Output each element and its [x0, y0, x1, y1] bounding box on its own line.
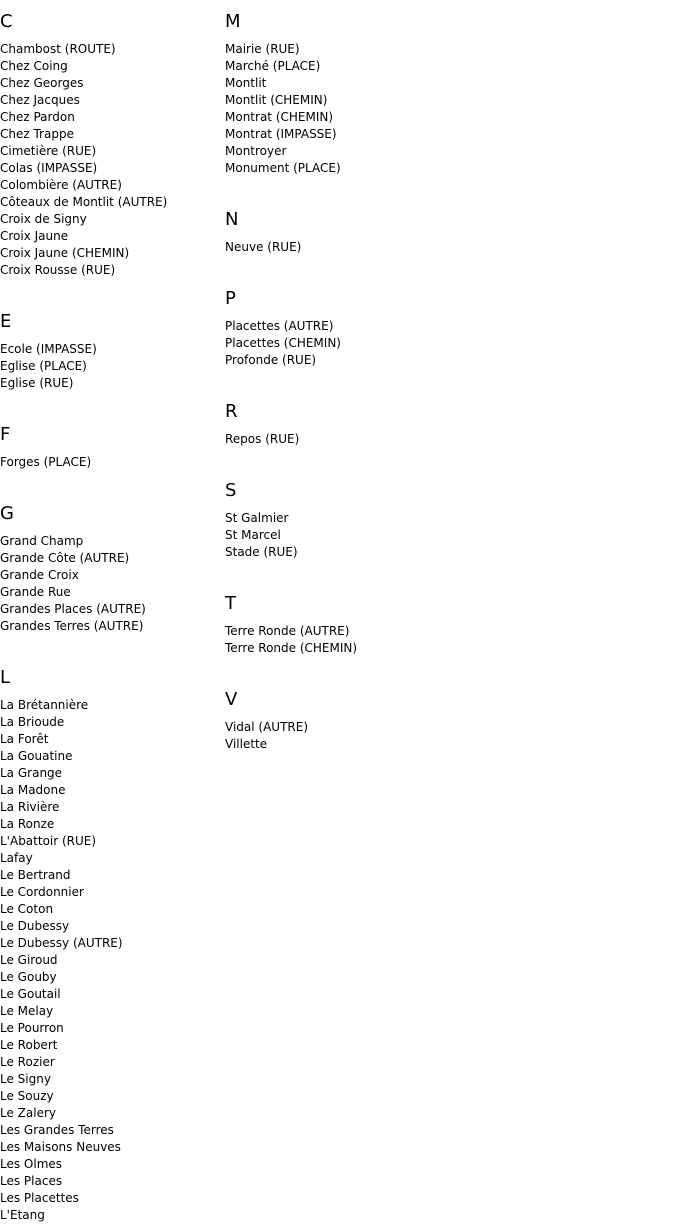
- street-link-grand-champ[interactable]: Grand Champ: [0, 534, 84, 548]
- street-link-la-ronze[interactable]: La Ronze: [0, 817, 55, 831]
- street-link-grande-cote-autre[interactable]: Grande Côte (AUTRE): [0, 551, 130, 565]
- street-link-marche-place[interactable]: Marché (PLACE): [225, 59, 321, 73]
- street-link-la-foret[interactable]: La Forêt: [0, 732, 49, 746]
- list-item: [225, 75, 665, 92]
- section-letter-g: G: [0, 503, 14, 524]
- list-item: [0, 918, 220, 935]
- list-item: [0, 901, 220, 918]
- list-item: [0, 211, 220, 228]
- street-link-les-maisons-neuves[interactable]: Les Maisons Neuves: [0, 1140, 121, 1154]
- list-item: [0, 986, 220, 1003]
- list-item: [0, 228, 220, 245]
- list-item: [0, 58, 220, 75]
- list-item: [0, 782, 220, 799]
- section-e: [0, 311, 220, 413]
- street-link-chez-trappe[interactable]: Chez Trappe: [0, 127, 74, 141]
- list-item: [0, 765, 220, 782]
- list-item: [225, 431, 665, 448]
- street-link-grandes-places-autre[interactable]: Grandes Places (AUTRE): [0, 602, 146, 616]
- street-link-croix-jaune[interactable]: Croix Jaune: [0, 229, 69, 243]
- list-item: [0, 194, 220, 211]
- street-link-montrat-chemin[interactable]: Montrat (CHEMIN): [225, 110, 334, 124]
- street-link-grande-croix[interactable]: Grande Croix: [0, 568, 79, 582]
- list-item: [0, 358, 220, 375]
- list-item: [225, 318, 665, 335]
- list-item: [0, 1003, 220, 1020]
- street-link-les-placettes[interactable]: Les Placettes: [0, 1191, 79, 1205]
- list-item: [0, 584, 220, 601]
- street-link-montlit[interactable]: Montlit: [225, 76, 267, 90]
- street-link-le-dubessy-autre[interactable]: Le Dubessy (AUTRE): [0, 936, 123, 950]
- street-link-eglise-place[interactable]: Eglise (PLACE): [0, 359, 87, 373]
- section-spacer: [225, 657, 665, 678]
- list-item: [0, 533, 220, 550]
- street-link-placettes-chemin[interactable]: Placettes (CHEMIN): [225, 336, 341, 350]
- street-link-l-abattoir-rue[interactable]: L'Abattoir (RUE): [0, 834, 97, 848]
- street-link-chez-coing[interactable]: Chez Coing: [0, 59, 68, 73]
- list-item: [0, 867, 220, 884]
- street-link-les-olmes[interactable]: Les Olmes: [0, 1157, 63, 1171]
- street-link-le-coton[interactable]: Le Coton: [0, 902, 54, 916]
- list-item: [225, 41, 665, 58]
- section-letter-s: S: [225, 480, 237, 501]
- list-item: [225, 126, 665, 143]
- section-f: [0, 424, 220, 492]
- street-link-croix-de-signy[interactable]: Croix de Signy: [0, 212, 87, 226]
- section-letter-m: M: [225, 11, 241, 32]
- list-item: [0, 245, 220, 262]
- list-item: [0, 969, 220, 986]
- list-item: [0, 177, 220, 194]
- section-spacer: [0, 635, 220, 656]
- section-letter-l: L: [0, 667, 11, 688]
- street-link-croix-jaune-chemin[interactable]: Croix Jaune (CHEMIN): [0, 246, 130, 260]
- street-link-le-melay[interactable]: Le Melay: [0, 1004, 54, 1018]
- street-list-t: [225, 623, 665, 657]
- street-link-profonde-rue[interactable]: Profonde (RUE): [225, 353, 317, 367]
- list-item: [0, 160, 220, 177]
- list-item: [0, 143, 220, 160]
- street-list-e: [0, 341, 220, 392]
- street-list-f: [0, 454, 220, 471]
- list-item: [225, 640, 665, 657]
- street-link-le-rozier[interactable]: Le Rozier: [0, 1055, 55, 1069]
- street-list-p: [225, 318, 665, 369]
- street-link-la-madone[interactable]: La Madone: [0, 783, 66, 797]
- list-item: [0, 41, 220, 58]
- street-link-placettes-autre[interactable]: Placettes (AUTRE): [225, 319, 334, 333]
- street-link-grandes-terres-autre[interactable]: Grandes Terres (AUTRE): [0, 619, 144, 633]
- street-link-villette[interactable]: Villette: [225, 737, 268, 751]
- street-link-chez-pardon[interactable]: Chez Pardon: [0, 110, 75, 124]
- list-item: [0, 341, 220, 358]
- street-link-monument-place[interactable]: Monument (PLACE): [225, 161, 341, 175]
- list-item: [225, 352, 665, 369]
- street-link-le-cordonnier[interactable]: Le Cordonnier: [0, 885, 84, 899]
- street-list-l: [0, 697, 220, 1224]
- list-item: [225, 109, 665, 126]
- list-item: [0, 1071, 220, 1088]
- street-link-la-riviere[interactable]: La Rivière: [0, 800, 60, 814]
- street-link-eglise-rue[interactable]: Eglise (RUE): [0, 376, 74, 390]
- street-link-neuve-rue[interactable]: Neuve (RUE): [225, 240, 302, 254]
- list-item: [0, 1156, 220, 1173]
- street-link-montlit-chemin[interactable]: Montlit (CHEMIN): [225, 93, 328, 107]
- section-g: [0, 503, 220, 656]
- list-item: [0, 92, 220, 109]
- section-v: [225, 689, 665, 753]
- list-item: [225, 623, 665, 640]
- street-link-st-marcel[interactable]: St Marcel: [225, 528, 281, 542]
- list-item: [225, 335, 665, 352]
- section-letter-t: T: [225, 593, 236, 614]
- section-letter-e: E: [0, 311, 12, 332]
- list-item: [0, 567, 220, 584]
- section-r: [225, 401, 665, 469]
- street-link-repos-rue[interactable]: Repos (RUE): [225, 432, 300, 446]
- street-link-vidal-autre[interactable]: Vidal (AUTRE): [225, 720, 309, 734]
- street-list-r: [225, 431, 665, 448]
- street-link-montroyer[interactable]: Montroyer: [225, 144, 287, 158]
- left-column: [0, 0, 220, 1224]
- section-letter-f: F: [0, 424, 11, 445]
- street-link-le-souzy[interactable]: Le Souzy: [0, 1089, 54, 1103]
- list-item: [225, 58, 665, 75]
- list-item: [0, 126, 220, 143]
- street-list-g: [0, 533, 220, 635]
- street-link-les-places[interactable]: Les Places: [0, 1174, 63, 1188]
- list-item: [0, 454, 220, 471]
- section-m: [225, 11, 665, 198]
- street-link-colombiere-autre[interactable]: Colombière (AUTRE): [0, 178, 122, 192]
- list-item: [0, 1105, 220, 1122]
- list-item: [0, 1088, 220, 1105]
- list-item: [0, 550, 220, 567]
- section-p: [225, 288, 665, 390]
- section-spacer: [0, 279, 220, 300]
- section-s: [225, 480, 665, 582]
- list-item: [0, 714, 220, 731]
- street-link-la-brioude[interactable]: La Brioude: [0, 715, 65, 729]
- list-item: [225, 544, 665, 561]
- street-link-croix-rousse-rue[interactable]: Croix Rousse (RUE): [0, 263, 116, 277]
- street-link-forges-place[interactable]: Forges (PLACE): [0, 455, 92, 469]
- street-link-le-giroud[interactable]: Le Giroud: [0, 953, 58, 967]
- list-item: [0, 1020, 220, 1037]
- list-item: [0, 935, 220, 952]
- section-letter-r: R: [225, 401, 238, 422]
- list-item: [225, 143, 665, 160]
- list-item: [0, 601, 220, 618]
- street-link-mairie-rue[interactable]: Mairie (RUE): [225, 42, 300, 56]
- section-spacer: [0, 392, 220, 413]
- street-link-la-gouatine[interactable]: La Gouatine: [0, 749, 73, 763]
- list-item: [0, 1190, 220, 1207]
- street-link-colas-impasse[interactable]: Colas (IMPASSE): [0, 161, 98, 175]
- list-item: [0, 1207, 220, 1224]
- list-item: [225, 719, 665, 736]
- street-list-c: [0, 41, 220, 279]
- list-item: [0, 799, 220, 816]
- list-item: [0, 109, 220, 126]
- street-link-le-bertrand[interactable]: Le Bertrand: [0, 868, 71, 882]
- street-link-le-goutail[interactable]: Le Goutail: [0, 987, 61, 1001]
- list-item: [0, 1054, 220, 1071]
- street-link-chez-georges[interactable]: Chez Georges: [0, 76, 84, 90]
- street-link-le-signy[interactable]: Le Signy: [0, 1072, 51, 1086]
- section-c: [0, 11, 220, 300]
- street-link-montrat-impasse[interactable]: Montrat (IMPASSE): [225, 127, 337, 141]
- street-list-m: [225, 41, 665, 177]
- section-spacer: [225, 448, 665, 469]
- section-t: [225, 593, 665, 678]
- street-list-n: [225, 239, 665, 256]
- section-letter-c: C: [0, 11, 13, 32]
- street-link-le-zalery[interactable]: Le Zalery: [0, 1106, 56, 1120]
- list-item: [0, 1122, 220, 1139]
- list-item: [0, 1037, 220, 1054]
- list-item: [0, 748, 220, 765]
- list-item: [225, 527, 665, 544]
- list-item: [0, 731, 220, 748]
- street-link-grande-rue[interactable]: Grande Rue: [0, 585, 71, 599]
- section-n: [225, 209, 665, 277]
- right-column: [225, 0, 665, 753]
- list-item: [0, 850, 220, 867]
- section-l: [0, 667, 220, 1224]
- section-spacer: [225, 256, 665, 277]
- section-letter-n: N: [225, 209, 239, 230]
- section-letter-v: V: [225, 689, 238, 710]
- list-item: [0, 1173, 220, 1190]
- list-item: [225, 510, 665, 527]
- street-link-le-gouby[interactable]: Le Gouby: [0, 970, 57, 984]
- section-spacer: [225, 369, 665, 390]
- list-item: [0, 816, 220, 833]
- section-spacer: [225, 177, 665, 198]
- street-link-terre-ronde-autre[interactable]: Terre Ronde (AUTRE): [225, 624, 350, 638]
- street-link-l-etang[interactable]: L'Etang: [0, 1208, 45, 1222]
- street-list-s: [225, 510, 665, 561]
- list-item: [0, 1139, 220, 1156]
- list-item: [225, 736, 665, 753]
- street-link-le-dubessy[interactable]: Le Dubessy: [0, 919, 70, 933]
- street-link-la-bretanniere[interactable]: La Brétannière: [0, 698, 89, 712]
- list-item: [0, 375, 220, 392]
- street-link-terre-ronde-chemin[interactable]: Terre Ronde (CHEMIN): [225, 641, 358, 655]
- street-link-le-robert[interactable]: Le Robert: [0, 1038, 58, 1052]
- list-item: [225, 160, 665, 177]
- street-link-coteaux-de-montlit-autre[interactable]: Côteaux de Montlit (AUTRE): [0, 195, 168, 209]
- list-item: [0, 952, 220, 969]
- section-letter-p: P: [225, 288, 236, 309]
- street-link-stade-rue[interactable]: Stade (RUE): [225, 545, 298, 559]
- section-spacer: [0, 471, 220, 492]
- street-link-la-grange[interactable]: La Grange: [0, 766, 63, 780]
- list-item: [0, 833, 220, 850]
- street-link-ecole-impasse[interactable]: Ecole (IMPASSE): [0, 342, 97, 356]
- street-link-lafay[interactable]: Lafay: [0, 851, 33, 865]
- street-list-v: [225, 719, 665, 753]
- list-item: [0, 618, 220, 635]
- list-item: [0, 697, 220, 714]
- list-item: [0, 75, 220, 92]
- list-item: [0, 262, 220, 279]
- street-link-st-galmier[interactable]: St Galmier: [225, 511, 289, 525]
- street-link-cimetiere-rue[interactable]: Cimetière (RUE): [0, 144, 97, 158]
- street-link-les-grandes-terres[interactable]: Les Grandes Terres: [0, 1123, 114, 1137]
- street-link-chez-jacques[interactable]: Chez Jacques: [0, 93, 80, 107]
- street-link-le-pourron[interactable]: Le Pourron: [0, 1021, 64, 1035]
- section-spacer: [225, 561, 665, 582]
- list-item: [225, 92, 665, 109]
- list-item: [225, 239, 665, 256]
- list-item: [0, 884, 220, 901]
- street-link-chambost-route[interactable]: Chambost (ROUTE): [0, 42, 116, 56]
